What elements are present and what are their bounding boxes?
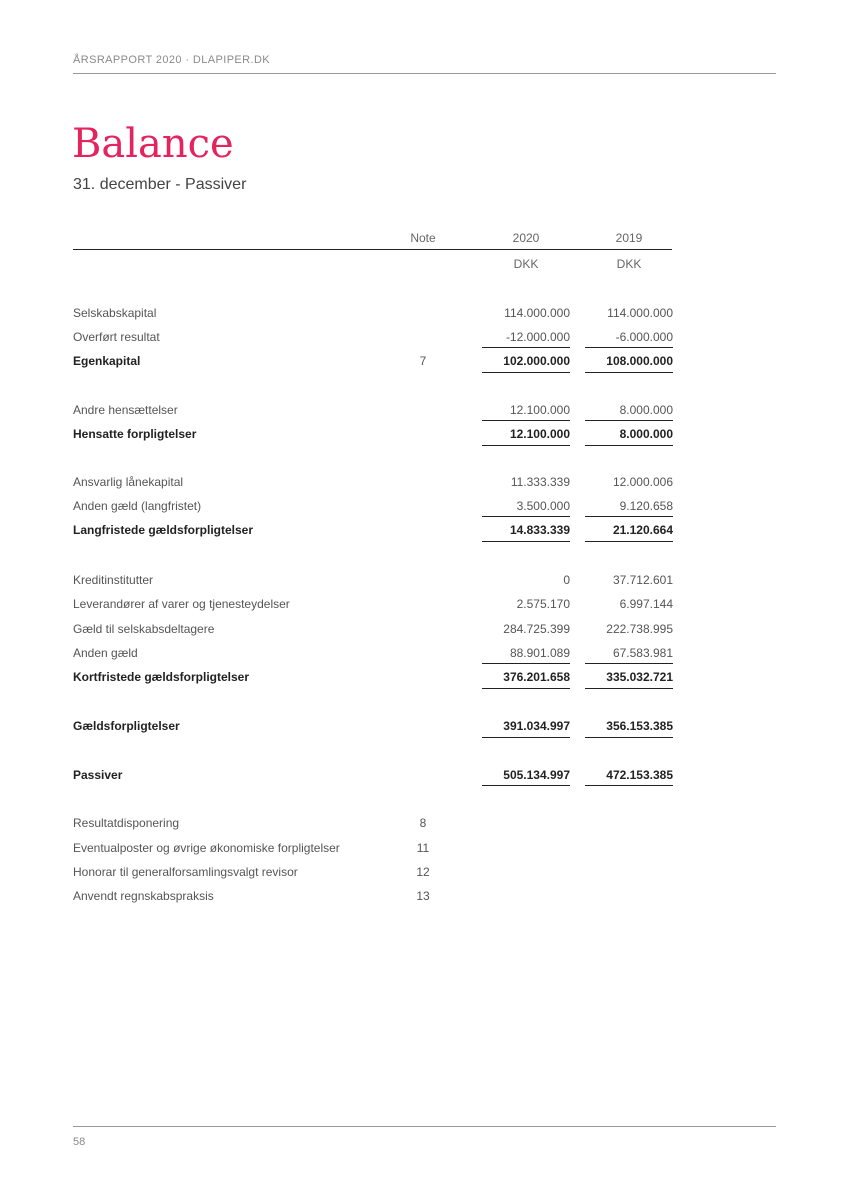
row-value-2019: 222.738.995 bbox=[606, 622, 673, 636]
table-row bbox=[73, 617, 673, 641]
row-value-2020: 11.333.339 bbox=[510, 475, 570, 489]
row-value-2020: 505.134.997 bbox=[503, 768, 570, 782]
running-header: ÅRSRAPPORT 2020 · DLAPIPER.DK bbox=[73, 54, 271, 66]
table-row bbox=[73, 592, 673, 616]
row-value-2020: 391.034.997 bbox=[503, 719, 570, 733]
row-value-2020: 102.000.000 bbox=[503, 354, 570, 368]
row-value-2019: 335.032.721 bbox=[606, 670, 673, 684]
page-title: Balance bbox=[72, 121, 234, 167]
table-header-divider bbox=[73, 249, 672, 250]
row-value-2019: 472.153.385 bbox=[606, 768, 673, 782]
column-header-2020: 2020 bbox=[512, 231, 540, 245]
row-value-2020: 88.901.089 bbox=[509, 646, 570, 660]
total-rule bbox=[585, 372, 673, 373]
table-row-total bbox=[73, 714, 673, 738]
subtotal-rule bbox=[585, 347, 673, 348]
row-value-2020: 2.575.170 bbox=[516, 597, 570, 611]
row-label: Passiver bbox=[73, 768, 123, 782]
table-row bbox=[73, 494, 673, 518]
subtotal-rule bbox=[585, 663, 673, 664]
row-value-2020: 12.100.000 bbox=[509, 427, 570, 441]
table-row-total bbox=[73, 763, 673, 787]
unit-label-2020: DKK bbox=[513, 257, 539, 271]
total-rule bbox=[585, 445, 673, 446]
note-reference-number: 12 bbox=[416, 865, 430, 879]
row-value-2019: 21.120.664 bbox=[612, 523, 673, 537]
row-value-2019: 114.000.000 bbox=[607, 306, 673, 320]
row-value-2019: 67.583.981 bbox=[612, 646, 673, 660]
row-label: Egenkapital bbox=[73, 354, 141, 368]
row-value-2020: 376.201.658 bbox=[503, 670, 570, 684]
page-number: 58 bbox=[73, 1136, 86, 1148]
row-value-2020: 12.100.000 bbox=[509, 403, 570, 417]
note-reference-label: Eventualposter og øvrige økonomiske forpligtelser bbox=[73, 841, 340, 855]
note-reference-row bbox=[73, 836, 673, 860]
total-rule bbox=[585, 737, 673, 738]
subtotal-rule bbox=[482, 347, 570, 348]
note-reference-row bbox=[73, 811, 673, 835]
subtotal-rule bbox=[482, 663, 570, 664]
note-reference-label: Resultatdisponering bbox=[73, 816, 180, 830]
row-label: Kreditinstitutter bbox=[73, 573, 154, 587]
total-rule bbox=[482, 445, 570, 446]
note-reference-number: 8 bbox=[419, 816, 427, 830]
column-header-note: Note bbox=[410, 231, 436, 245]
table-row-total bbox=[73, 349, 673, 373]
row-label: Gældsforpligtelser bbox=[73, 719, 180, 733]
row-label: Hensatte forpligtelser bbox=[73, 427, 197, 441]
total-rule bbox=[482, 688, 570, 689]
row-label: Overført resultat bbox=[73, 330, 160, 344]
row-value-2020: -12.000.000 bbox=[505, 330, 570, 344]
row-note: 7 bbox=[419, 354, 427, 368]
table-row-total bbox=[73, 422, 673, 446]
unit-label-2019: DKK bbox=[616, 257, 642, 271]
header-divider bbox=[73, 73, 776, 74]
table-row bbox=[73, 641, 673, 665]
table-row bbox=[73, 568, 673, 592]
table-row bbox=[73, 301, 673, 325]
row-value-2019: 108.000.000 bbox=[606, 354, 673, 368]
subtotal-rule bbox=[482, 420, 570, 421]
total-rule bbox=[585, 785, 673, 786]
row-value-2019: 356.153.385 bbox=[606, 719, 673, 733]
row-value-2019: 9.120.658 bbox=[619, 499, 673, 513]
row-value-2019: 8.000.000 bbox=[619, 403, 673, 417]
row-value-2019: 8.000.000 bbox=[619, 427, 673, 441]
footer-divider bbox=[73, 1126, 776, 1127]
note-reference-row bbox=[73, 860, 673, 884]
subtotal-rule bbox=[585, 516, 673, 517]
row-label: Leverandører af varer og tjenesteydelser bbox=[73, 597, 290, 611]
row-value-2020: 14.833.339 bbox=[509, 523, 570, 537]
table-row bbox=[73, 470, 673, 494]
total-rule bbox=[585, 688, 673, 689]
total-rule bbox=[585, 541, 673, 542]
total-rule bbox=[482, 785, 570, 786]
total-rule bbox=[482, 737, 570, 738]
row-label: Langfristede gældsforpligtelser bbox=[73, 523, 254, 537]
row-label: Anden gæld bbox=[73, 646, 138, 660]
table-row bbox=[73, 398, 673, 422]
row-value-2019: 6.997.144 bbox=[619, 597, 673, 611]
row-value-2020: 0 bbox=[563, 573, 570, 587]
row-value-2020: 114.000.000 bbox=[504, 306, 570, 320]
note-reference-number: 13 bbox=[416, 889, 430, 903]
page-subtitle: 31. december - Passiver bbox=[73, 176, 247, 193]
row-label: Gæld til selskabsdeltagere bbox=[73, 622, 215, 636]
note-reference-label: Honorar til generalforsamlingsvalgt revisor bbox=[73, 865, 298, 879]
note-reference-number: 11 bbox=[416, 841, 430, 855]
table-row-total bbox=[73, 518, 673, 542]
row-value-2019: 37.712.601 bbox=[612, 573, 673, 587]
row-value-2020: 284.725.399 bbox=[503, 622, 570, 636]
note-reference-label: Anvendt regnskabspraksis bbox=[73, 889, 214, 903]
row-label: Kortfristede gældsforpligtelser bbox=[73, 670, 250, 684]
subtotal-rule bbox=[585, 420, 673, 421]
total-rule bbox=[482, 372, 570, 373]
row-value-2020: 3.500.000 bbox=[516, 499, 570, 513]
row-label: Ansvarlig lånekapital bbox=[73, 475, 184, 489]
row-label: Andre hensættelser bbox=[73, 403, 178, 417]
row-value-2019: -6.000.000 bbox=[615, 330, 673, 344]
subtotal-rule bbox=[482, 516, 570, 517]
table-row-total bbox=[73, 665, 673, 689]
row-value-2019: 12.000.006 bbox=[612, 475, 673, 489]
table-row bbox=[73, 325, 673, 349]
note-reference-row bbox=[73, 884, 673, 908]
row-label: Anden gæld (langfristet) bbox=[73, 499, 202, 513]
total-rule bbox=[482, 541, 570, 542]
column-header-2019: 2019 bbox=[615, 231, 643, 245]
row-label: Selskabskapital bbox=[73, 306, 157, 320]
